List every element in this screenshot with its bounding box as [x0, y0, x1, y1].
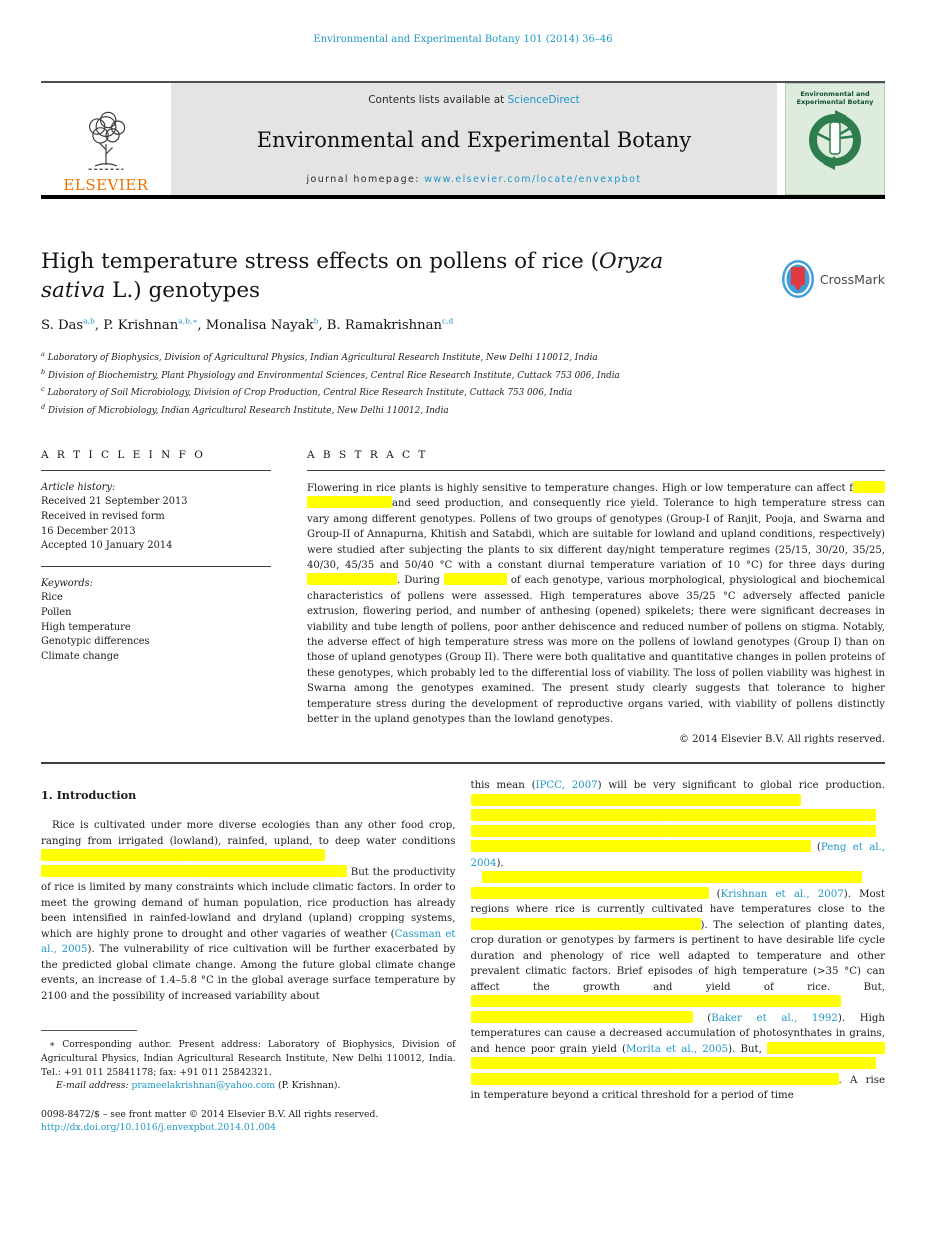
affiliation-text: Laboratory of Soil Microbiology, Division of Crop Production, Central Rice Research Institute, Cuttack 753 006, India: [47, 388, 573, 399]
issn-line: 0098-8472/$ – see front matter © 2014 Elsevier B.V. All rights reserved.: [41, 1108, 379, 1120]
text-segment: L.) genotypes: [105, 278, 261, 303]
homepage-line: [177, 174, 771, 185]
article-history: [41, 481, 271, 554]
text-segment: of each genotype, various morphological, physiological and biochemical characteristics of pollens were assessed. High temperatures above 35/25 °C adversely affected panicle extrusion, flowering period, and number of anthesing (opened) spikelets; there were significant decreases in viability and tube length of pollens, poor anther dehiscence and reduced number of pollens on stigma. Notably, the adverse effect of high temperature stress was more on the pollens of lowland genotypes (Group I) than on those of upland genotypes (Group II). There were both qualitative and quantitative changes in pollen proteins of these genotypes, which probably led to the differential loss of viability. The loss of pollen viability was highest in Swarna among the genotypes examined. The present study clearly suggests that tolerance to higher temperature stress during the development of reproductive organs varied, with viability of pollens distinctly better in the upland genotypes than the lowland genotypes.: [307, 575, 885, 725]
article-info-heading: A R T I C L E I N F O: [41, 448, 206, 461]
abstract-heading: A B S T R A C T: [307, 448, 428, 461]
introduction-section: [41, 778, 885, 1135]
highlight-redaction: [853, 481, 885, 493]
affiliations: [41, 348, 885, 419]
text-segment: Rice is cultivated under more diverse ecologies than any other food crop, ranging from irrigated (lowland), rainfed, upland, to deep water conditions: [41, 820, 456, 847]
citation-link[interactable]: c,d: [441, 316, 454, 326]
history-item: Accepted 10 January 2014: [41, 540, 173, 552]
citation-link[interactable]: Peng et al., 2004: [470, 842, 885, 869]
copyright-line: © 2014 Elsevier B.V. All rights reserved.: [678, 734, 885, 746]
keyword: Pollen: [41, 607, 72, 619]
text-segment: and seed production, and consequently rice yield. Tolerance to high temperature stress can vary among different genotypes. Pollens of two groups of genotypes (Group-I of Ranjit, Pooja, and Swarna and Group-II of Annapurna, Khitish and Satabdi, which are suitable for lowland and upland conditions, respectively) were studied after subjecting the plants to six different day/night temperature regimes (25/15, 30/20, 35/25, 40/30, 45/35 and 50/40 °C with a constant diurnal temperature variation of 10 °C) for three days during: [307, 498, 885, 571]
history-item: Received in revised form: [41, 511, 165, 523]
affiliation-text: Division of Biochemistry, Plant Physiology and Environmental Sciences, Central Rice Research Institute, Cuttack 753 006, India: [47, 370, 620, 381]
journal-title: Environmental and Experimental Botany: [256, 128, 692, 152]
keywords-label: Keywords:: [41, 577, 93, 589]
history-item: Received 21 September 2013: [41, 496, 188, 508]
cover-emblem-icon: [804, 106, 866, 172]
citation-link[interactable]: IPCC, 2007: [535, 780, 598, 792]
elsevier-wordmark: ELSEVIER: [63, 176, 149, 194]
text-segment: ) will be very significant to global rice production.: [597, 780, 885, 792]
journal-cover-thumbnail[interactable]: [785, 83, 885, 195]
text-segment: Flowering in rice plants is highly sensitive to temperature changes. High or low temperature can affect f: [307, 482, 853, 494]
doi-link[interactable]: http://dx.doi.org/10.1016/j.envexpbot.2014.01.004: [41, 1122, 276, 1134]
highlight-redaction: [482, 871, 862, 883]
rule: [41, 566, 271, 567]
abstract-text: [307, 481, 885, 728]
highlight-redaction: [191, 849, 325, 861]
footnote-block: [41, 1030, 456, 1092]
highlight-redaction: [671, 825, 876, 837]
text-segment: . During: [397, 575, 444, 587]
journal-banner: [41, 81, 885, 199]
text-segment: ). The selection of planting dates, crop duration or genotypes by farmers is pertinent to have desirable life cycle duration and phenology of rice well adapted to temperature and other prevalent climatic factors. Brief episodes of high temperature (>35 °C) can affect the growth and yield of rice. But,: [470, 919, 885, 993]
affiliation-text: Laboratory of Biophysics, Division of Agricultural Physics, Indian Agricultural Research Institute, New Delhi 110012, India: [47, 352, 598, 363]
crossmark-badge[interactable]: [781, 253, 885, 305]
highlight-redaction: [471, 918, 701, 930]
cover-title: Environmental and Experimental Botany: [796, 90, 874, 106]
text-segment: ). But,: [728, 1043, 767, 1055]
header-citation[interactable]: Environmental and Experimental Botany 101 (2014) 36–46: [313, 34, 613, 45]
text-segment: ).: [496, 857, 504, 869]
abstract-column: [307, 449, 885, 746]
text-segment: this mean (: [470, 780, 536, 792]
keyword: Rice: [41, 592, 63, 604]
highlight-redaction: [471, 1073, 839, 1085]
text-segment: ). Most regions where rice is currently cultivated have temperatures close to the: [470, 888, 885, 916]
article-info-column: [41, 449, 271, 746]
text-segment: (: [810, 842, 821, 854]
keyword: Climate change: [41, 650, 119, 662]
text-segment: , P. Krishnan: [94, 318, 179, 333]
text-segment: , B. Ramakrishnan: [318, 318, 442, 333]
highlight-redaction: [471, 825, 671, 837]
citation-link[interactable]: Cassman et al., 2005: [41, 928, 456, 956]
intro-paragraph-right-2: [471, 871, 886, 1104]
highlight-redaction: [307, 496, 392, 508]
section-divider: [41, 762, 885, 764]
contents-prefix: Contents lists available at: [368, 94, 508, 106]
text-segment: ). The vulnerability of rice cultivation will be further exacerbated by the predicted global climate change. Among the future global climate change events, an increase of 1.4–5.8 °C in the global average surface temperature by 2100 and the possibility of increased variability about: [41, 944, 456, 1002]
text-segment: ). High temperatures can cause a decreased accumulation of photosynthates in grains, and hence poor grain yield (: [470, 1012, 885, 1055]
keyword: Genotypic differences: [41, 636, 150, 648]
citation-link[interactable]: Morita et al., 2005: [625, 1043, 729, 1055]
left-column: [41, 778, 456, 1135]
issn-doi-block: [41, 1108, 456, 1135]
elsevier-logo: [41, 83, 171, 195]
text-segment: E-mail address:: [56, 1080, 129, 1092]
affiliation: [41, 401, 885, 419]
highlight-redaction: [307, 573, 397, 585]
history-item: 16 December 2013: [41, 525, 136, 537]
citation-link[interactable]: a,b: [83, 316, 95, 326]
affiliation-marker: c: [41, 385, 45, 394]
affiliation-marker: a: [41, 350, 45, 358]
text-segment: S. Das: [41, 318, 84, 333]
homepage-prefix: journal homepage:: [306, 174, 425, 185]
rule: [307, 470, 885, 471]
text-segment: . A rise in temperature beyond a critical threshold for a period of time: [470, 1074, 885, 1102]
text-segment: (: [692, 1012, 712, 1024]
affiliation-marker: d: [41, 403, 46, 412]
highlight-redaction: [671, 809, 876, 821]
elsevier-tree-icon: [73, 108, 139, 178]
affiliation: [41, 383, 885, 401]
highlight-redaction: [201, 865, 347, 877]
citation-link[interactable]: prameelakrishnan@yahoo.com: [131, 1080, 276, 1092]
info-abstract-section: [41, 449, 885, 746]
highlight-redaction: [471, 794, 801, 806]
text-segment: (: [708, 888, 721, 900]
banner-center: [171, 83, 777, 195]
crossmark-icon: [781, 259, 815, 299]
citation-link[interactable]: Krishnan et al., 2007: [720, 888, 844, 900]
keyword: High temperature: [41, 621, 131, 633]
text-segment: Oryza sativa: [41, 249, 664, 303]
text-segment: High temperature stress effects on pollens of rice (: [41, 249, 599, 274]
sciencedirect-link[interactable]: ScienceDirect: [507, 94, 580, 106]
highlight-redaction: [471, 809, 671, 821]
text-segment: But the productivity of rice is limited by many constraints which include climatic factors. In order to meet the growing demand of human population, rice production has already been intensified in rainfed-lowland and dryland (upland) cropping systems, which are highly prone to drought and other vagaries of weather (: [41, 866, 456, 940]
intro-paragraph-right-1: [471, 778, 886, 871]
affiliation: [41, 366, 885, 384]
affiliation-marker: b: [41, 367, 46, 376]
citation-link[interactable]: Baker et al., 1992: [711, 1012, 838, 1024]
footnote-rule: [41, 1030, 137, 1031]
title-row: [41, 247, 885, 305]
highlight-redaction: [471, 1057, 676, 1069]
article-title: [41, 247, 681, 305]
crossmark-label: CrossMark: [819, 271, 885, 287]
highlight-redaction: [471, 887, 709, 899]
intro-paragraph-left: [41, 818, 456, 1004]
right-column: [471, 778, 886, 1135]
homepage-url-link[interactable]: www.elsevier.com/locate/envexpbot: [424, 174, 642, 185]
text-segment: , Monalisa Nayak: [197, 318, 314, 333]
citation-link[interactable]: a,b,∗: [178, 316, 198, 326]
introduction-heading: 1. Introduction: [41, 788, 137, 803]
email-line: [41, 1079, 456, 1093]
contents-line: [177, 94, 771, 106]
keywords-block: [41, 577, 271, 665]
citation-link[interactable]: b: [313, 316, 319, 326]
affiliation: [41, 348, 885, 366]
journal-cover: [785, 83, 885, 195]
text-segment: (P. Krishnan).: [275, 1080, 341, 1092]
history-label: Article history:: [41, 481, 116, 493]
highlight-redaction: [444, 573, 507, 585]
highlight-redaction: [41, 865, 201, 877]
authors-line: [41, 318, 885, 333]
highlight-redaction: [767, 1042, 885, 1054]
highlight-redaction: [471, 840, 811, 852]
highlight-redaction: [471, 995, 841, 1007]
highlight-redaction: [41, 849, 191, 861]
highlight-redaction: [471, 1011, 693, 1023]
corresponding-author-note: ∗ Corresponding author. Present address: Laboratory of Biophysics, Division of Agricultural Physics, Indian Agricultural Research Institute, New Delhi 110012, India. Tel.: +91 011 25841178; fax: +91 011 25842321.: [41, 1039, 456, 1078]
highlight-redaction: [676, 1057, 876, 1069]
rule: [41, 470, 271, 471]
affiliation-text: Division of Microbiology, Indian Agricultural Research Institute, New Delhi 110012, India: [47, 406, 449, 417]
